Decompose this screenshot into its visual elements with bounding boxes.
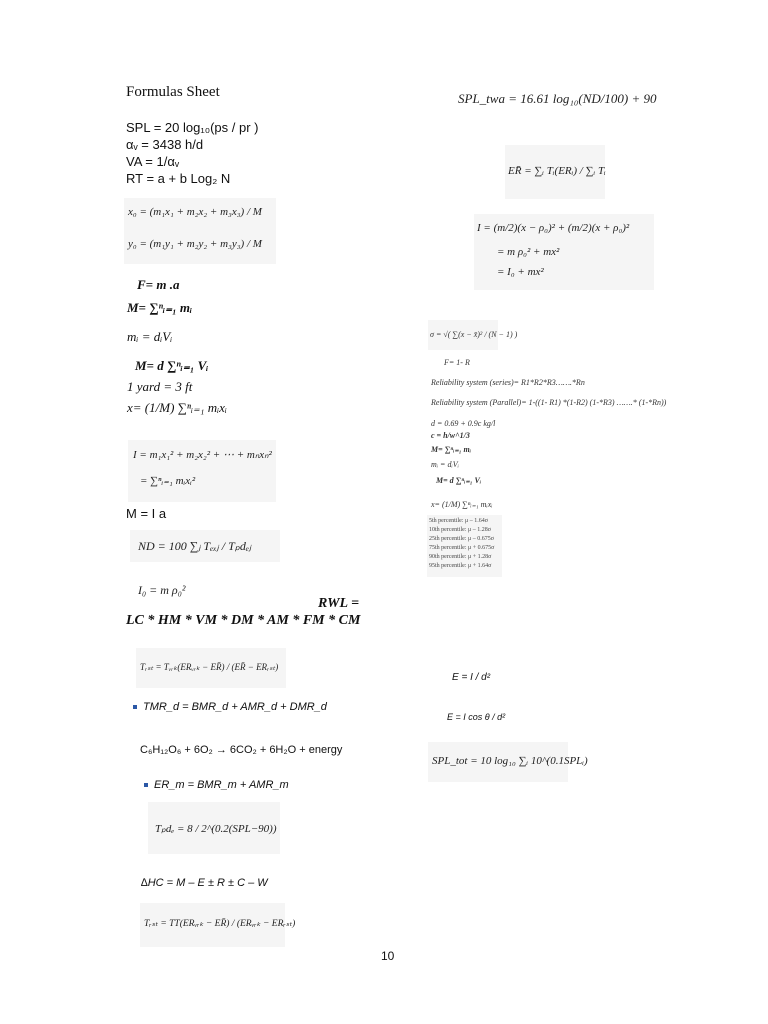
parallel-axis-formula-1: I = (m/2)(x − ρ₀)² + (m/2)(x + ρ₀)² [477, 222, 630, 234]
reliability-parallel: Reliability system (Parallel)= 1-((1- R1) *(1-R2) (1-*R3) …….* (1-*Rn)) [431, 398, 667, 407]
mass-density-small: M= d ∑ⁿᵢ₌₁ Vᵢ [436, 476, 482, 485]
illuminance-formula-2: E = I cos θ / d² [447, 712, 506, 722]
mass-element-small: mᵢ = dᵢVᵢ [431, 460, 459, 469]
spl-formula: SPL = 20 log₁₀(ps / pr ) [126, 120, 259, 135]
y0-formula: y₀ = (m₁y₁ + m₂y₂ + m₃y₃) / M [128, 238, 262, 250]
mass-sum-small: M= ∑ⁿᵢ₌₁ mᵢ [431, 445, 472, 454]
percentile-10: 10th percentile: μ – 1.28σ [429, 527, 491, 533]
percentile-95: 95th percentile: μ + 1.64σ [429, 563, 492, 569]
noise-dose-formula: ND = 100 ∑ⱼ Tₑₓⱼ / Tₚdₑⱼ [138, 539, 252, 553]
somatotype-formula: c = h/w^1/3 [431, 431, 470, 440]
density-formula: d = 0.69 + 0.9c kg/l [431, 419, 496, 428]
moment-formula: M = I a [126, 506, 167, 521]
parallel-axis-formula-2: = m ρ₀² + mx² [497, 246, 560, 258]
failure-formula: F= 1- R [444, 358, 470, 367]
tpde-formula: Tₚdₑ = 8 / 2^(0.2(SPL−90)) [155, 823, 277, 835]
er-average-formula: ER̄ = ∑ᵢ Tᵢ(ERᵢ) / ∑ᵢ Tᵢ [508, 165, 606, 177]
page-title: Formulas Sheet [126, 84, 220, 100]
mass-sum-formula: M= ∑ⁿᵢ₌₁ mᵢ [127, 300, 193, 315]
tmr-formula [133, 701, 327, 713]
glucose-equation: C₆H₁₂O₆ + 6O₂ → 6CO₂ + 6H₂O + energy [140, 744, 343, 756]
centroid-x-formula: x= (1/M) ∑ⁿᵢ₌₁ mᵢxᵢ [127, 400, 227, 415]
tmr-text: TMR_d = BMR_d + AMR_d + DMR_d [143, 701, 327, 713]
percentile-25: 25th percentile: μ – 0.675σ [429, 536, 494, 542]
rest-time-formula-1: Tᵣₛₜ = Tᵥᵣₖ(ERᵥᵣₖ − ER̄) / (ER̄ − ERᵣₛₜ) [140, 662, 279, 672]
page-number: 10 [381, 949, 395, 963]
illuminance-formula-1: E = I / d² [452, 672, 491, 683]
reliability-series: Reliability system (series)= R1*R2*R3…….*Rn [431, 378, 585, 387]
inertia-sum-formula: I = m₁x₁² + m₂x₂² + ⋯ + mₙxₙ² [133, 449, 272, 461]
visual-angle-formula: αᵥ = 3438 h/d [126, 137, 204, 152]
i0-formula: I₀ = m ρ₀² [138, 583, 186, 597]
heat-balance-formula: ∆HC = M – E ± R ± C – W [141, 877, 268, 889]
rwl-formula: LC * HM * VM * DM * AM * FM * CM [126, 613, 361, 628]
rwl-label: RWL = [318, 596, 360, 611]
bullet-icon [133, 705, 137, 709]
centroid-x-small: x= (1/M) ∑ⁿᵢ₌₁ mᵢxᵢ [431, 500, 493, 509]
parallel-axis-formula-3: = I₀ + mx² [497, 266, 544, 278]
x0-formula: x₀ = (m₁x₁ + m₂x₂ + m₃x₃) / M [128, 206, 262, 218]
percentile-90: 90th percentile: μ + 1.28σ [429, 554, 492, 560]
spl-total-formula: SPL_tot = 10 log₁₀ ∑ᵢ 10^(0.1SPLᵢ) [432, 755, 588, 767]
bullet-icon [144, 783, 148, 787]
inertia-sigma-formula: = ∑ⁿᵢ₌₁ mᵢxᵢ² [140, 475, 196, 487]
mass-density-formula: M= d ∑ⁿᵢ₌₁ Vᵢ [135, 358, 209, 373]
er-text: ER_m = BMR_m + AMR_m [154, 779, 289, 791]
reaction-time-formula: RT = a + b Log₂ N [126, 171, 231, 186]
percentile-5: 5th percentile: μ – 1.64σ [429, 518, 488, 524]
rest-time-formula-2: Tᵣₛₜ = TT(ERᵥᵣₖ − ER̄) / (ERᵥᵣₖ − ERᵣₛₜ) [144, 919, 296, 929]
visual-acuity-formula: VA = 1/αᵥ [126, 154, 180, 169]
yard-conversion: 1 yard = 3 ft [127, 379, 193, 394]
percentile-75: 75th percentile: μ + 0.675σ [429, 545, 495, 551]
force-formula: F= m .a [137, 277, 180, 292]
std-dev-formula: σ = √( ∑(x − x̄)² / (N − 1) ) [430, 330, 518, 339]
mass-element-formula: mᵢ = dᵢVᵢ [127, 329, 173, 344]
spl-twa-formula: SPL_twa = 16.61 log₁₀(ND/100) + 90 [458, 91, 657, 106]
er-formula [144, 779, 289, 791]
